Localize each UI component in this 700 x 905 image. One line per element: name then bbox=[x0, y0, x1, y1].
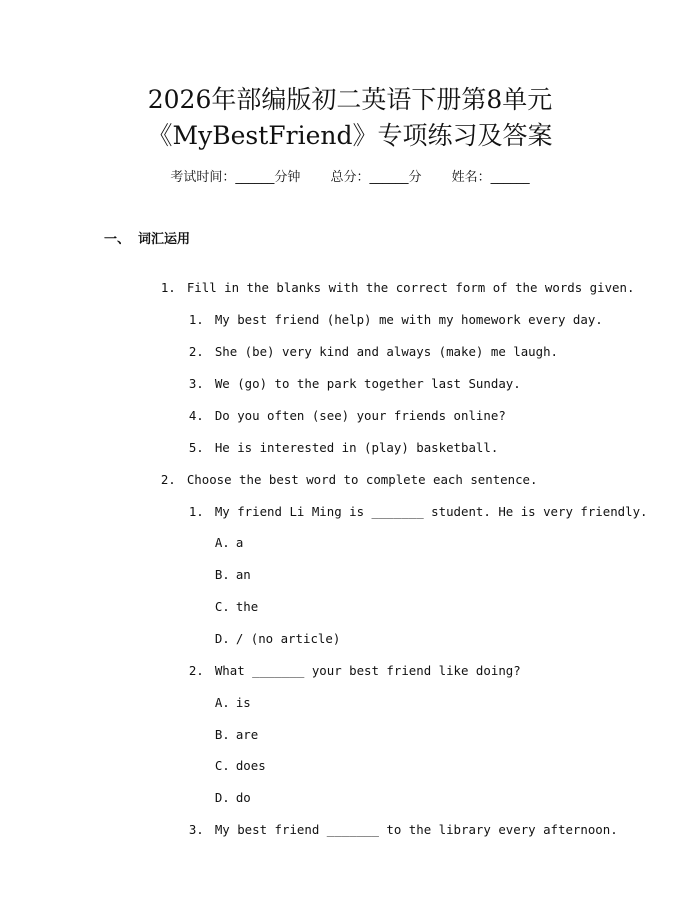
option-letter: B. bbox=[214, 567, 230, 582]
option-letter: A. bbox=[214, 535, 230, 550]
item-text: My best friend (help) me with my homework every day. bbox=[214, 312, 603, 327]
option-letter: D. bbox=[214, 631, 230, 646]
exam-time-field: 考试时间：______分钟 bbox=[170, 170, 301, 185]
option-text: do bbox=[235, 790, 251, 805]
option-text: the bbox=[235, 599, 259, 614]
item-number: 2. bbox=[188, 344, 204, 359]
option-text: does bbox=[235, 758, 266, 773]
item-text: We (go) to the park together last Sunday. bbox=[214, 376, 521, 391]
option-letter: D. bbox=[214, 790, 230, 805]
option-text: an bbox=[235, 567, 251, 582]
exam-info bbox=[0, 168, 700, 188]
option-letter: B. bbox=[214, 727, 230, 742]
list-item bbox=[159, 803, 618, 857]
question-text: Fill in the blanks with the correct form of the words given. bbox=[186, 280, 635, 295]
option-letter: A. bbox=[214, 695, 230, 710]
item-number: 2. bbox=[188, 663, 204, 678]
option-text: a bbox=[235, 535, 244, 550]
section-title: 词汇运用 bbox=[138, 232, 191, 247]
item-number: 1. bbox=[188, 504, 204, 519]
item-number: 1. bbox=[188, 312, 204, 327]
item-number: 3. bbox=[188, 822, 204, 837]
item-text: She (be) very kind and always (make) me laugh. bbox=[214, 344, 558, 359]
question-text: Choose the best word to complete each sentence. bbox=[186, 472, 538, 487]
option-text: / (no article) bbox=[235, 631, 341, 646]
section-number: 一、 bbox=[104, 232, 131, 247]
item-text: My best friend _______ to the library every afternoon. bbox=[214, 822, 618, 837]
item-text: He is interested in (play) basketball. bbox=[214, 440, 499, 455]
item-text: What _______ your best friend like doing? bbox=[214, 663, 521, 678]
item-number: 3. bbox=[188, 376, 204, 391]
student-name-field: 姓名：______ bbox=[451, 170, 530, 185]
total-score-field: 总分：______分 bbox=[330, 170, 422, 185]
question-number: 1. bbox=[160, 280, 176, 295]
option-letter: C. bbox=[214, 758, 230, 773]
option-letter: C. bbox=[214, 599, 230, 614]
option-text: is bbox=[235, 695, 251, 710]
item-number: 4. bbox=[188, 408, 204, 423]
option-text: are bbox=[235, 727, 259, 742]
item-text: Do you often (see) your friends online? bbox=[214, 408, 506, 423]
document-title-line-2: 《MyBestFriend》专项练习及答案 bbox=[147, 121, 553, 150]
item-text: My friend Li Ming is _______ student. He is very friendly. bbox=[214, 504, 648, 519]
question-number: 2. bbox=[160, 472, 176, 487]
section-heading bbox=[104, 230, 190, 250]
document-title-line-1: 2026年部编版初二英语下册第8单元 bbox=[147, 85, 553, 114]
item-number: 5. bbox=[188, 440, 204, 455]
